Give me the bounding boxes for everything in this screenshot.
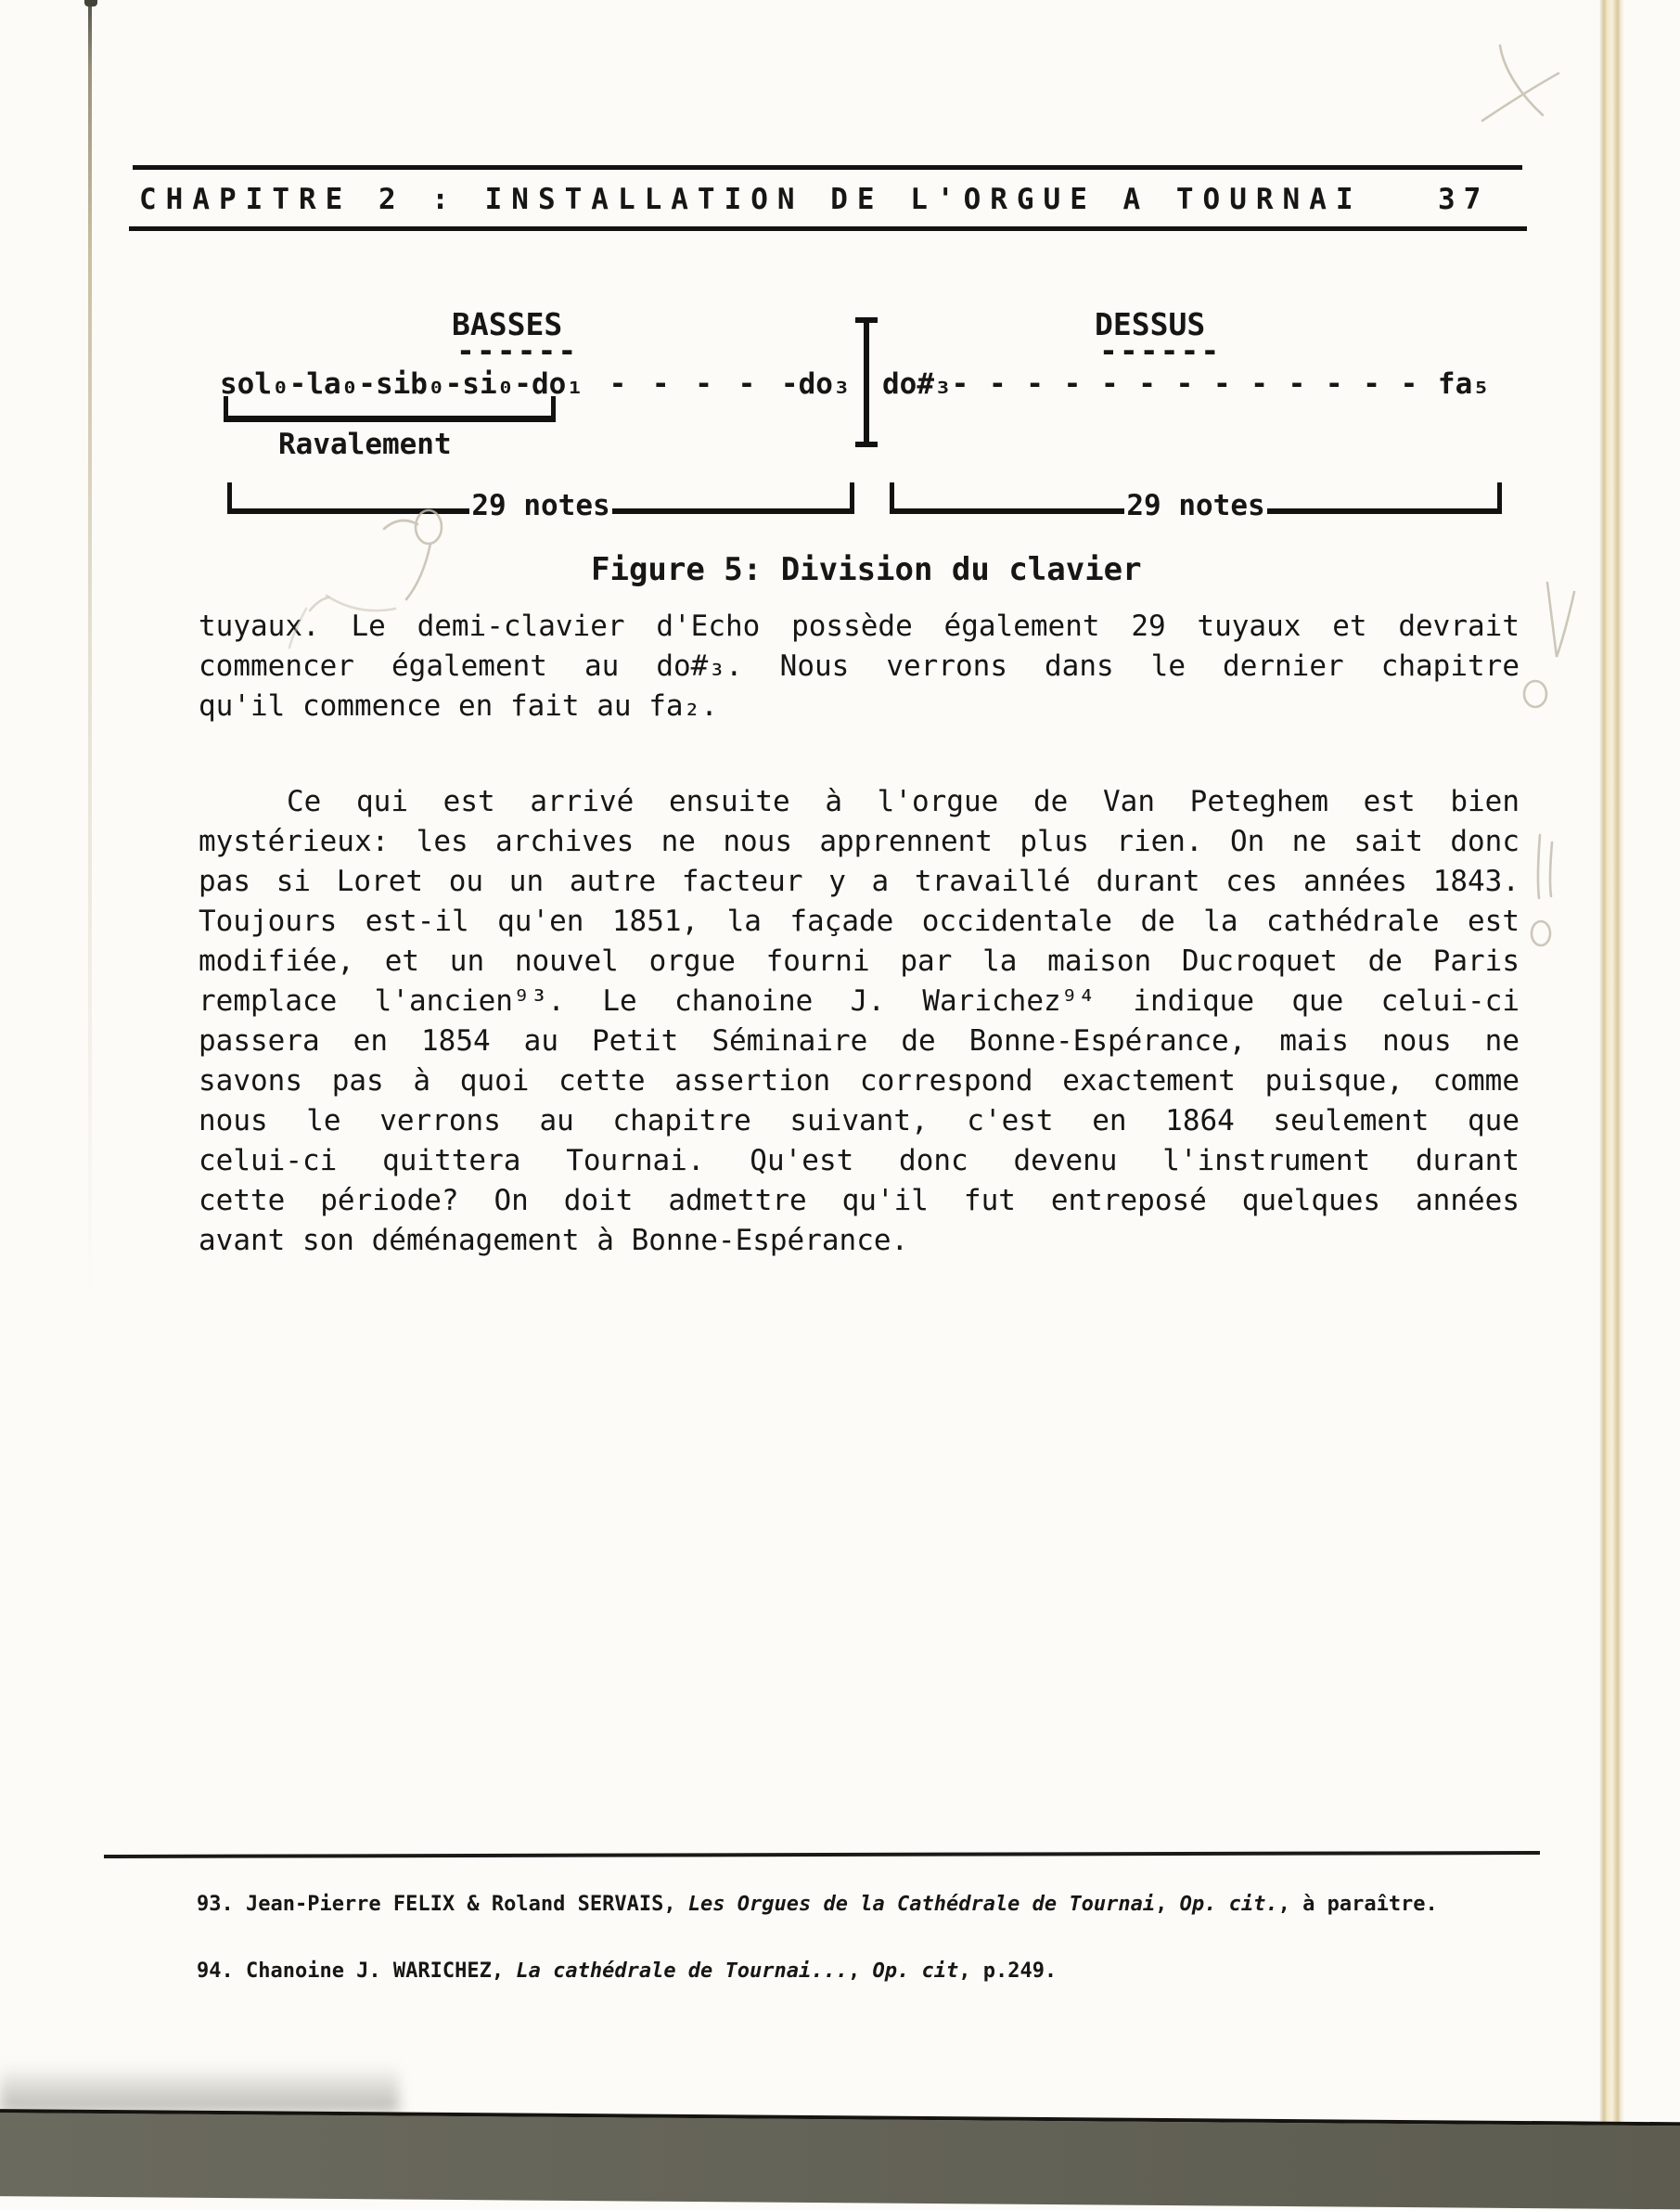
bass-span-label: 29 notes [471, 489, 610, 522]
text-line: celui-ci quittera Tournai. Qu'est donc devenu l'instrument durant [199, 1144, 1520, 1177]
footnote-rule [104, 1851, 1540, 1858]
text-line: modifiée, et un nouvel orgue fourni par la maison Ducroquet de Paris [199, 944, 1520, 978]
footnote-opcit-italic: Op. cit [872, 1959, 959, 1983]
text-line: cette période? On doit admettre qu'il fut entreposé quelques années [199, 1184, 1520, 1217]
bracket-line [1267, 508, 1497, 514]
pencil-margin-stroke [1550, 842, 1552, 896]
bracket-line [612, 508, 850, 514]
pencil-squiggle [416, 510, 442, 544]
page-number: 37 [1438, 183, 1490, 216]
text-line: Toujours est-il qu'en 1851, la façade occidentale de la cathédrale est [199, 905, 1520, 938]
paragraph-2 [199, 782, 1520, 1261]
bracket-line [894, 508, 1124, 514]
text-line: commencer également au do#₃. Nous verrons dans le dernier chapitre [199, 649, 1520, 683]
text-line: pas si Loret ou un autre facteur y a travaillé durant ces années 1843. [199, 865, 1520, 898]
notes-treble-range: do#₃- - - - - - - - - - - - - fa₅ [882, 367, 1490, 401]
footnote-title-italic: La cathédrale de Tournai... [516, 1959, 848, 1983]
ravalement-bracket [224, 396, 556, 422]
text-line: tuyaux. Le demi-clavier d'Echo possède également 29 tuyaux et devrait [199, 610, 1520, 643]
ravalement-label: Ravalement [278, 428, 452, 461]
footnote-94 [197, 1959, 1057, 1983]
notes-bass-range: sol₀-la₀-sib₀-si₀-do₁ - - - - -do₃ [220, 367, 851, 401]
pencil-margin-check [1547, 583, 1574, 657]
bracket-tick [1497, 482, 1502, 514]
bracket-line [232, 508, 469, 514]
treble-span-bracket [890, 482, 1502, 522]
footnote-text: , [1155, 1893, 1180, 1916]
bracket-tick [850, 482, 854, 514]
footnote-93 [197, 1893, 1438, 1916]
dessus-label: DESSUS [1095, 306, 1206, 342]
text-line: remplace l'ancien⁹³. Le chanoine J. Warichez⁹⁴ indique que celui-ci [199, 984, 1520, 1018]
page-left-edge [88, 0, 92, 1410]
footnote-text: , à paraître. [1277, 1893, 1438, 1916]
text-line: qu'il commence en fait au fa₂. [199, 689, 718, 723]
scanner-corner-shadow [0, 2064, 399, 2113]
header-rule-top [133, 165, 1522, 170]
body-text [199, 607, 1520, 1261]
bass-span-bracket [227, 482, 854, 522]
paragraph-1 [199, 607, 1520, 726]
page-edge-notch [84, 0, 97, 6]
pencil-check-stroke [1482, 73, 1558, 121]
basses-underline: ------ [456, 332, 579, 368]
pencil-margin-circle [1532, 921, 1550, 945]
footnote-text: 93. Jean-Pierre FELIX & Roland SERVAIS, [197, 1893, 688, 1916]
keyboard-split-divider [864, 317, 869, 447]
chapter-header: CHAPITRE 2 : INSTALLATION DE L'ORGUE A TOURNAI [139, 183, 1363, 216]
footnote-text: , [848, 1959, 873, 1983]
pencil-squiggle [406, 544, 430, 599]
pencil-check-stroke [1500, 45, 1543, 115]
figure-caption: Figure 5: Division du clavier [591, 551, 1142, 588]
text-line: savons pas à quoi cette assertion correspond exactement puisque, comme [199, 1064, 1520, 1098]
text-line: avant son déménagement à Bonne-Espérance. [199, 1224, 909, 1257]
text-line: passera en 1854 au Petit Séminaire de Bonne-Espérance, mais nous ne [199, 1024, 1520, 1058]
text-line: mystérieux: les archives ne nous apprennent plus rien. On ne sait donc [199, 825, 1520, 858]
footnote-opcit-italic: Op. cit. [1179, 1893, 1278, 1916]
header-rule-bottom [129, 226, 1527, 231]
pencil-margin-stroke [1538, 835, 1540, 898]
text-line: Ce qui est arrivé ensuite à l'orgue de Van Peteghem est bien [287, 785, 1520, 818]
treble-span-label: 29 notes [1126, 489, 1265, 522]
page-right-edge [1599, 0, 1624, 2134]
pencil-squiggle [384, 520, 417, 529]
pencil-margin-circle [1524, 681, 1546, 707]
footnote-text: 94. Chanoine J. WARICHEZ, [197, 1959, 517, 1983]
text-line: nous le verrons au chapitre suivant, c'est en 1864 seulement que [199, 1104, 1520, 1137]
footnote-title-italic: Les Orgues de la Cathédrale de Tournai [687, 1893, 1156, 1916]
basses-label: BASSES [452, 306, 563, 342]
scanner-bottom-band [0, 2109, 1680, 2210]
footnote-text: , p.249. [958, 1959, 1058, 1983]
dessus-underline: ------ [1099, 332, 1222, 368]
